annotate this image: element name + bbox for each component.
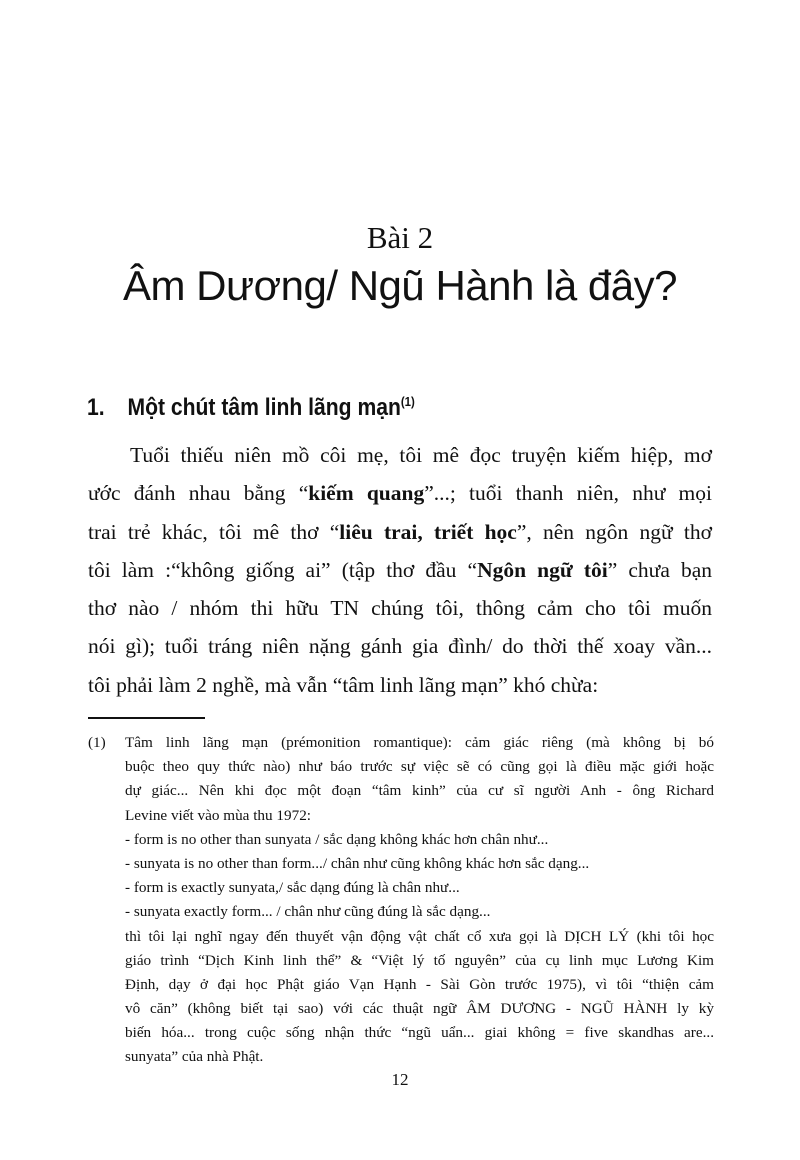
section-title: Một chút tâm linh lãng mạn [127, 394, 401, 421]
paragraph-line: tôi làm :“không giống ai” (tập thơ đầu “Ngôn ngữ tôi” chưa bạn [88, 557, 713, 582]
footnote-line: sunyata” của nhà Phật. [125, 1048, 264, 1066]
paragraph-line: nói gì); tuổi tráng niên nặng gánh gia đình/ do thời thế xoay vần... [88, 634, 712, 659]
footnote [88, 731, 714, 1070]
chapter-label: Bài 2 [366, 220, 434, 255]
paragraph-line: Tuổi thiếu niên mồ côi mẹ, tôi mê đọc truyện kiếm hiệp, mơ [130, 443, 712, 467]
paragraph-line: thơ nào / nhóm thi hữu TN chúng tôi, thông cảm cho tôi muốn [88, 596, 712, 621]
bold-phrase: kiếm quang [308, 481, 425, 506]
page-number: 12 [391, 1070, 409, 1089]
bold-phrase: liêu trai, triết học [339, 519, 517, 544]
footnote-line: dự giác... Nên khi đọc một đoạn “tâm kinh” của cư sĩ người Anh - ông Richard [125, 782, 714, 800]
chapter-title: Âm Dương/ Ngũ Hành là đây? [123, 262, 677, 309]
paragraph-line: tôi phải làm 2 nghề, mà vẫn “tâm linh lãng mạn” khó chừa: [88, 672, 599, 697]
footnote-line: - sunyata exactly form... / chân như cũng đúng là sắc dạng... [125, 903, 491, 921]
footnote-line: Định, dạy ở đại học Phật giáo Vạn Hạnh - Sài Gòn trước 1975), vì tôi “thiện cảm [125, 975, 714, 993]
footnote-line: Tâm linh lãng mạn (prémonition romantique): cảm giác riêng (mà không bị bó [125, 734, 714, 751]
footnote-line: Levine viết vào mùa thu 1972: [125, 806, 312, 824]
footnote-mark: (1) [88, 734, 106, 751]
paragraph-line: trai trẻ khác, tôi mê thơ “liêu trai, triết học”, nên ngôn ngữ thơ [88, 519, 712, 544]
footnote-line: - sunyata is no other than form.../ chân như cũng không khác hơn sắc dạng... [125, 854, 590, 872]
body-paragraph [88, 436, 712, 704]
paragraph-line: ước đánh nhau bằng “kiếm quang”...; tuổi thanh niên, như mọi [88, 481, 712, 506]
section-heading [87, 394, 415, 422]
bold-phrase: Ngôn ngữ tôi [477, 557, 608, 582]
footnote-line: - form is exactly sunyata,/ sắc dạng đúng là chân như... [125, 879, 460, 897]
footnote-divider [88, 717, 205, 719]
footnote-ref: (1) [400, 394, 415, 409]
footnote-line: giáo trình “Dịch Kinh linh thể” & “Việt lý tố nguyên” của cụ linh mục Lương Kim [125, 951, 714, 969]
footnote-line: - form is no other than sunyata / sắc dạng không khác hơn chân như... [125, 830, 549, 848]
section-number: 1. [87, 394, 105, 421]
footnote-line: thì tôi lại nghĩ ngay đến thuyết vận động vật chất cổ xưa gọi là DỊCH LÝ (khi tôi học [125, 927, 714, 945]
footnote-line: vô căn” (không biết tại sao) với các thuật ngữ ÂM DƯƠNG - NGŨ HÀNH ly kỳ [125, 1000, 714, 1018]
footnote-line: biến hóa... trong cuộc sống nhận thức “ngũ uẩn... giai không = five skandhas are... [125, 1024, 714, 1042]
footnote-line: buộc theo quy thức nào) như báo trước sự việc sẽ có cũng gọi là điều mặc giới hoặc [125, 758, 714, 776]
